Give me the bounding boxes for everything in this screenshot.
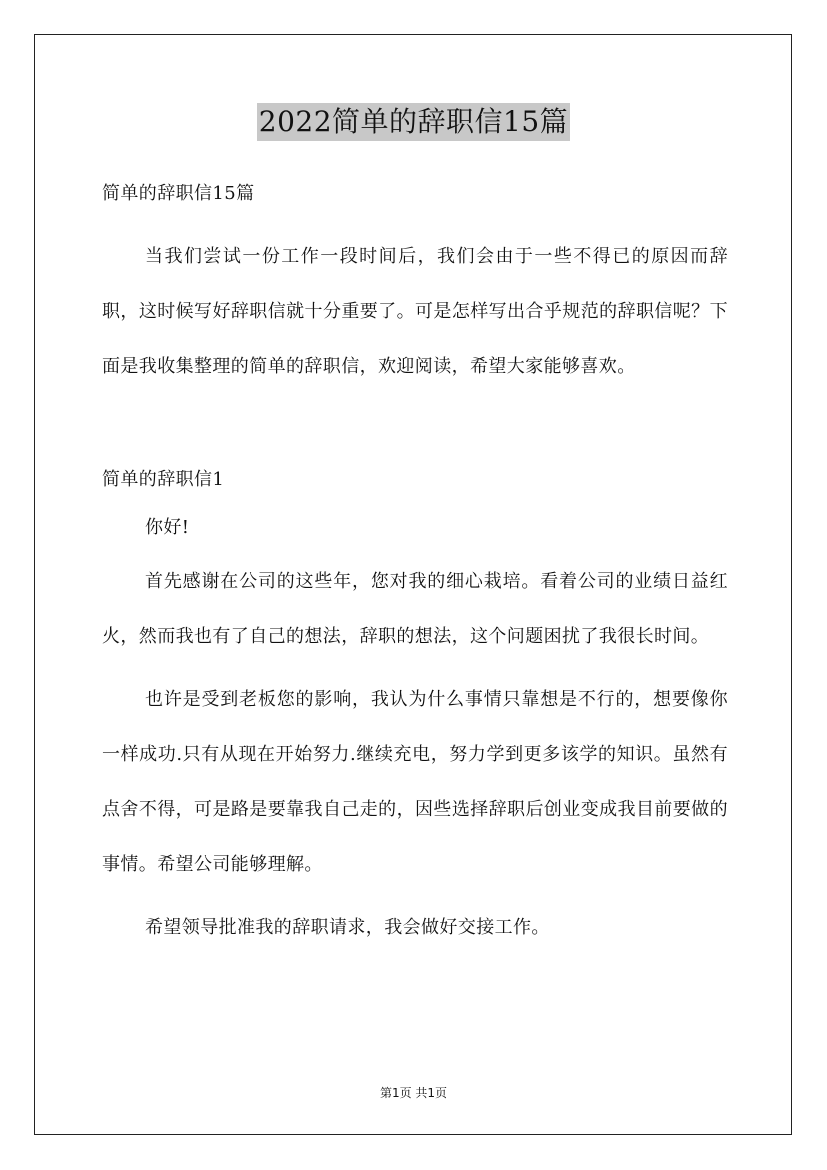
greeting-line: 你好! (145, 517, 190, 538)
page-footer (0, 1084, 827, 1101)
page-number-label: 第1页 共1页 (379, 1086, 448, 1100)
body-paragraph-3: 希望领导批准我的辞职请求，我会做好交接工作。 (145, 917, 550, 938)
body-paragraph-1: 首先感谢在公司的这些年，您对我的细心栽培。看着公司的业绩日益红火，然而我也有了自己的想法，辞职的想法，这个问题困扰了我很长时间。 (102, 571, 728, 647)
document-subtitle: 简单的辞职信15篇 (102, 183, 255, 204)
intro-paragraph: 当我们尝试一份工作一段时间后，我们会由于一些不得已的原因而辞职，这时候写好辞职信就十分重要了。可是怎样写出合乎规范的辞职信呢？下面是我收集整理的简单的辞职信，欢迎阅读，希望大家能够喜欢。 (102, 246, 728, 377)
document-body (102, 176, 728, 955)
body-paragraph-2: 也许是受到老板您的影响，我认为什么事情只靠想是不行的，想要像你一样成功.只有从现在开始努力.继续充电，努力学到更多该学的知识。虽然有点舍不得，可是路是要靠我自己走的，因些选择辞职后创业变成我目前要做的事情。希望公司能够理解。 (102, 689, 728, 875)
document-title: 2022简单的辞职信15篇 (257, 103, 570, 141)
section-heading: 简单的辞职信1 (102, 469, 225, 490)
title-container (0, 103, 827, 141)
